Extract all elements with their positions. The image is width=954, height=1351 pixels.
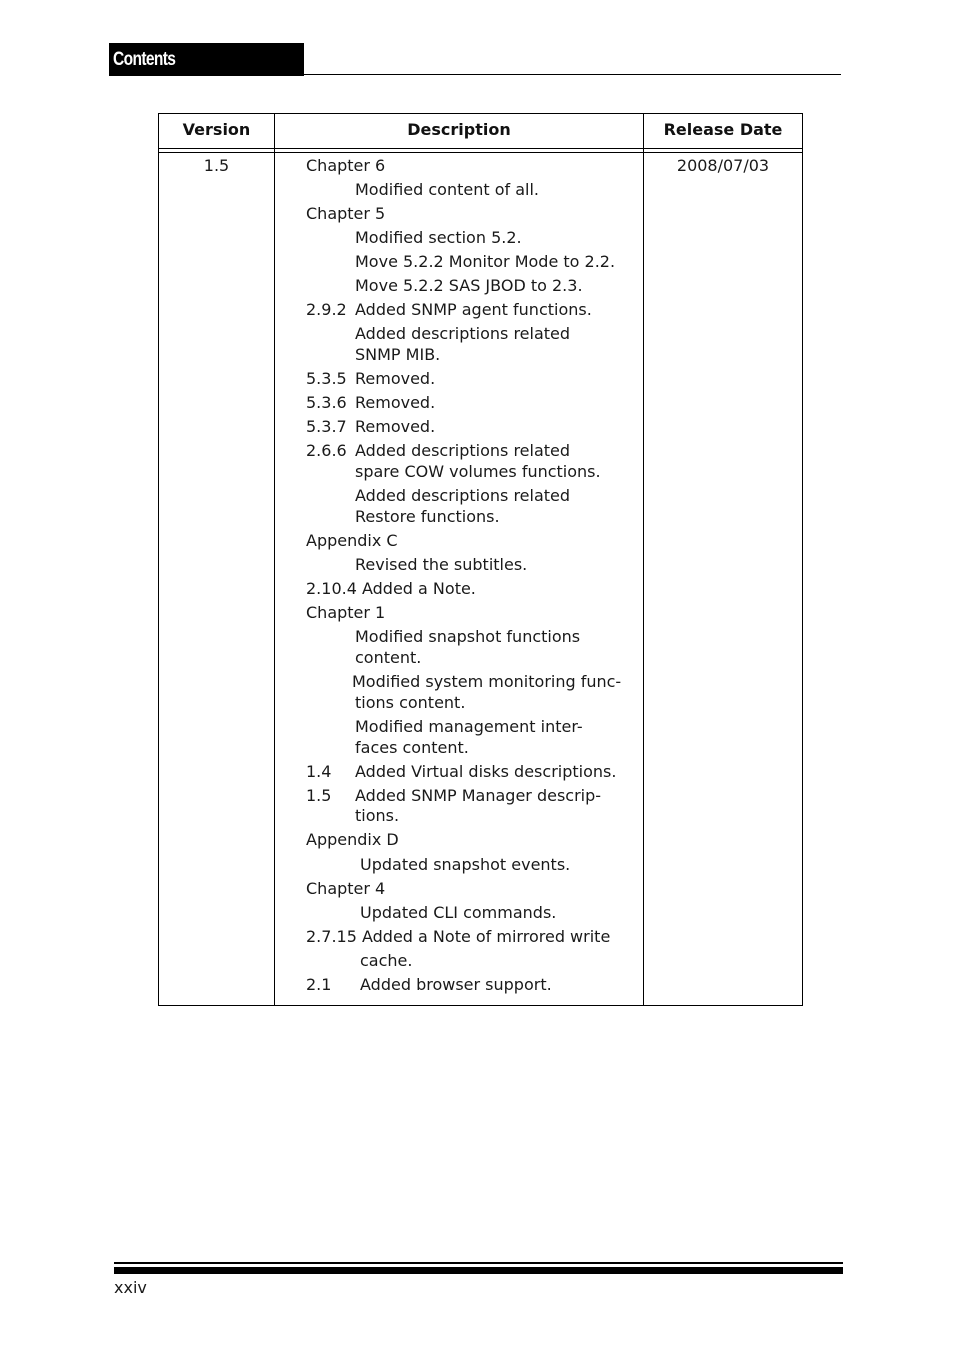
description-line: tions.	[355, 806, 400, 825]
section-title: Contents	[113, 49, 176, 70]
description-line: 2.7.15 Added a Note of mirrored write	[306, 927, 611, 946]
description-line: Added browser support.	[360, 975, 552, 994]
description-line: Move 5.2.2 Monitor Mode to 2.2.	[355, 252, 616, 271]
description-line: Removed.	[355, 417, 436, 436]
description-line: Removed.	[355, 393, 436, 412]
description-line: SNMP MIB.	[355, 345, 441, 364]
section-number: 2.9.2	[306, 300, 347, 319]
description-line: tions content.	[355, 693, 466, 712]
header-divider	[159, 148, 802, 149]
section-number: 2.6.6	[306, 441, 347, 460]
description-line: Added descriptions related	[355, 486, 571, 505]
description-line: Modified system monitoring func-	[352, 672, 622, 691]
section-number: 5.3.7	[306, 417, 347, 436]
footer-rule-thick	[114, 1267, 843, 1274]
section-number: 5.3.5	[306, 369, 347, 388]
description-line: Modified section 5.2.	[355, 228, 522, 247]
description-line: Chapter 1	[306, 603, 386, 622]
description-line: faces content.	[355, 738, 469, 757]
description-line: Added Virtual disks descriptions.	[355, 762, 617, 781]
column-header-release-date: Release Date	[663, 120, 783, 139]
description-line: Modified content of all.	[355, 180, 539, 199]
section-number: 1.4	[306, 762, 332, 781]
description-line: Restore functions.	[355, 507, 500, 526]
description-line: Added descriptions related	[355, 441, 571, 460]
description-line: Appendix D	[306, 830, 399, 849]
column-header-version: Version	[182, 120, 251, 139]
description-line: Chapter 5	[306, 204, 386, 223]
description-line: Added SNMP agent functions.	[355, 300, 592, 319]
description-line: Modified snapshot functions	[355, 627, 581, 646]
header-divider	[159, 152, 802, 153]
description-line: Added SNMP Manager descrip-	[355, 786, 602, 805]
release-date-cell: 2008/07/03	[676, 156, 770, 175]
section-number: 2.1	[306, 975, 332, 994]
description-line: Chapter 4	[306, 879, 386, 898]
header-rule	[304, 74, 841, 75]
description-line: 2.10.4 Added a Note.	[306, 579, 476, 598]
section-number: 5.3.6	[306, 393, 347, 412]
description-line: Revised the subtitles.	[355, 555, 528, 574]
column-divider	[274, 114, 275, 1005]
description-line: cache.	[360, 951, 413, 970]
footer-rule-thin	[114, 1262, 843, 1264]
description-line: content.	[355, 648, 422, 667]
section-number: 1.5	[306, 786, 332, 805]
page-number: xxiv	[114, 1278, 147, 1297]
version-cell: 1.5	[203, 156, 230, 175]
description-line: Move 5.2.2 SAS JBOD to 2.3.	[355, 276, 583, 295]
description-line: Added descriptions related	[355, 324, 571, 343]
description-line: Removed.	[355, 369, 436, 388]
column-header-description: Description	[407, 120, 511, 139]
description-line: Updated CLI commands.	[360, 903, 557, 922]
description-line: Modified management inter-	[355, 717, 583, 736]
description-line: Updated snapshot events.	[360, 855, 571, 874]
section-header-tab	[109, 43, 304, 76]
description-line: Appendix C	[306, 531, 398, 550]
column-divider	[643, 114, 644, 1005]
description-line: Chapter 6	[306, 156, 386, 175]
description-line: spare COW volumes functions.	[355, 462, 601, 481]
